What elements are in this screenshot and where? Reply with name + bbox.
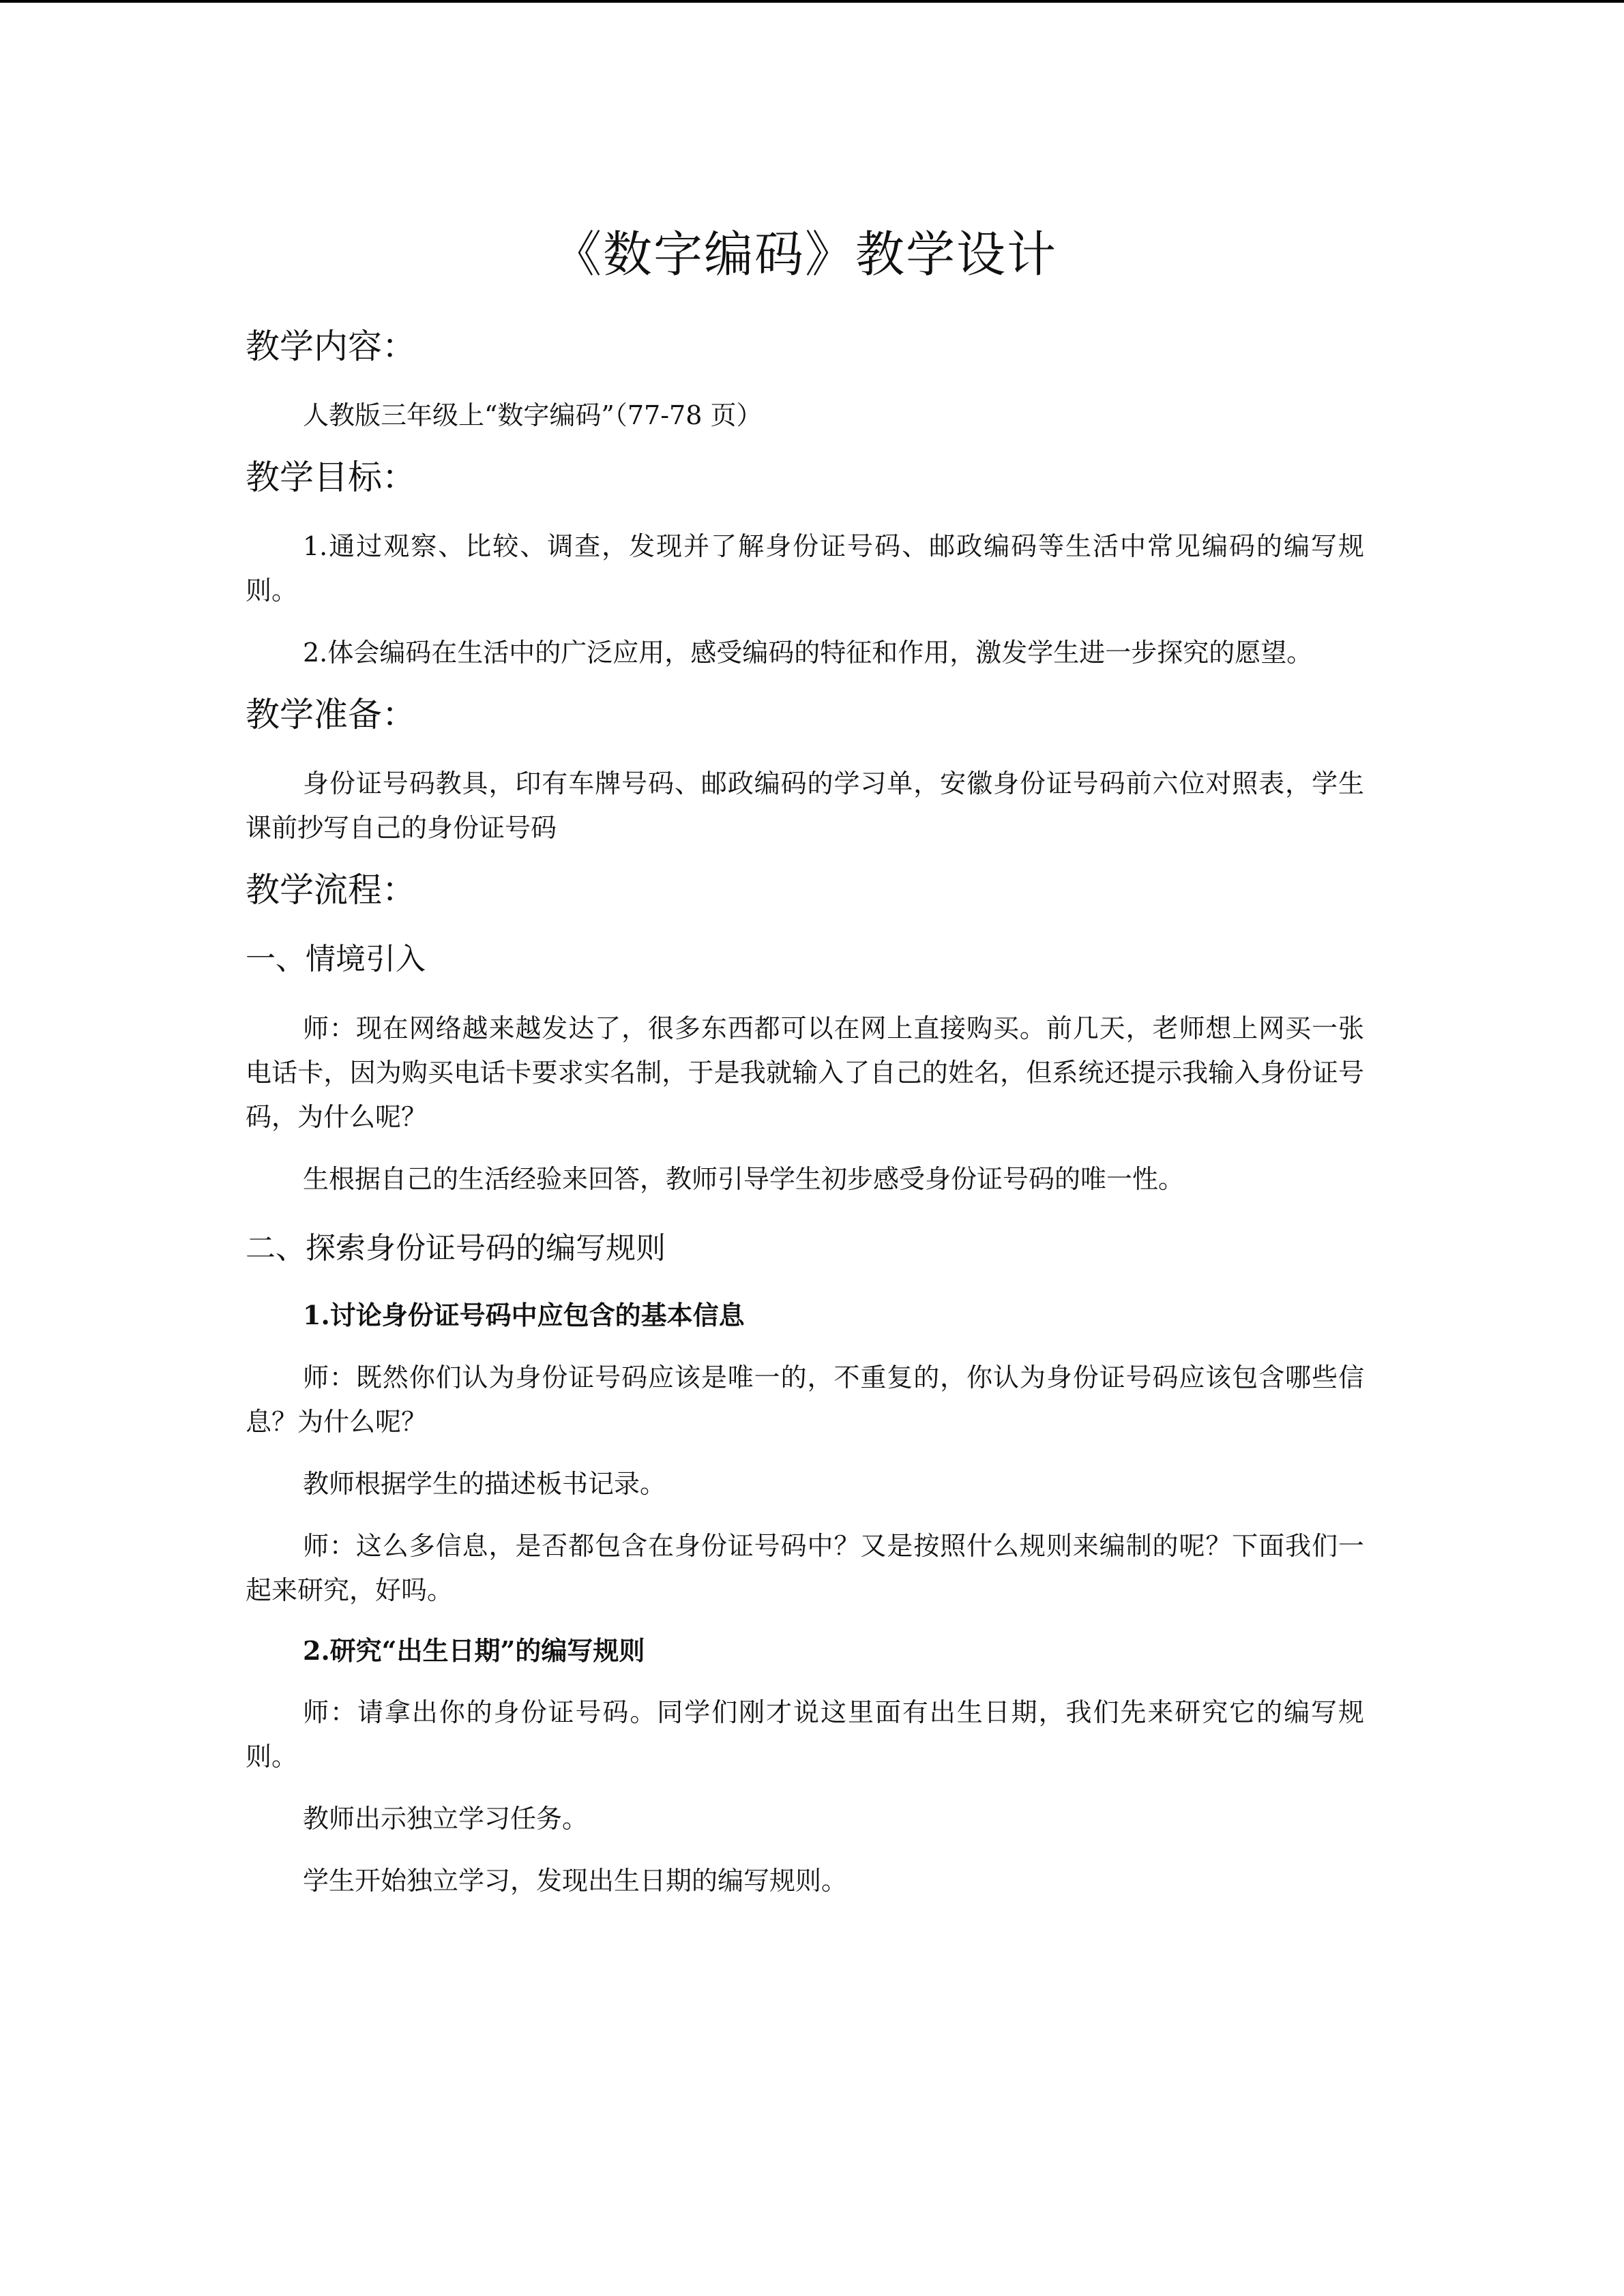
top-border-line (0, 0, 1624, 3)
part-scenario-intro (246, 940, 1364, 1201)
section-heading: 教学目标： (246, 458, 416, 498)
item-heading: 2.研究“出生日期”的编写规则 (303, 1635, 645, 1666)
part-heading: 二、探索身份证号码的编写规则 (246, 1230, 666, 1266)
section-teaching-process (246, 868, 1364, 912)
document-page (246, 225, 1364, 1921)
paragraph: 身份证号码教具，印有车牌号码、邮政编码的学习单，安徽身份证号码前六位对照表，学生课前抄写自己的身份证号码 (246, 769, 1364, 844)
section-teaching-preparation (246, 693, 1364, 850)
section-heading: 教学流程： (246, 870, 416, 910)
part-explore-id-rules (246, 1229, 1364, 1904)
paragraph: 生根据自己的生活经验来回答，教师引导学生初步感受身份证号码的唯一性。 (303, 1163, 1185, 1194)
section-teaching-content (246, 325, 1364, 438)
paragraph: 师：请拿出你的身份证号码。同学们刚才说这里面有出生日期，我们先来研究它的编写规则。 (246, 1697, 1364, 1772)
paragraph: 师：这么多信息，是否都包含在身份证号码中？又是按照什么规则来编制的呢？下面我们一起来研究，好吗。 (246, 1530, 1364, 1605)
paragraph: 2.体会编码在生活中的广泛应用，感受编码的特征和作用，激发学生进一步探究的愿望。 (303, 638, 1313, 668)
item-heading: 1.讨论身份证号码中应包含的基本信息 (303, 1299, 745, 1330)
document-title: 《数字编码》教学设计 (552, 226, 1057, 283)
paragraph: 师：既然你们认为身份证号码应该是唯一的，不重复的，你认为身份证号码应该包含哪些信息？为什么呢？ (246, 1362, 1364, 1437)
paragraph: 1.通过观察、比较、调查，发现并了解身份证号码、邮政编码等生活中常见编码的编写规则。 (246, 531, 1364, 606)
paragraph: 教师出示独立学习任务。 (303, 1804, 589, 1834)
section-heading: 教学准备： (246, 695, 416, 735)
paragraph: 学生开始独立学习，发现出生日期的编写规则。 (303, 1866, 848, 1896)
paragraph: 人教版三年级上“数字编码”（77-78 页） (303, 400, 763, 431)
part-heading: 一、情境引入 (246, 942, 426, 977)
paragraph: 教师根据学生的描述板书记录。 (303, 1468, 666, 1499)
paragraph: 师：现在网络越来越发达了，很多东西都可以在网上直接购买。前几天，老师想上网买一张电话卡，因为购买电话卡要求实名制，于是我就输入了自己的姓名，但系统还提示我输入身份证号码，为什么呢？ (246, 1013, 1364, 1132)
section-heading: 教学内容： (246, 327, 416, 367)
section-teaching-goals (246, 456, 1364, 675)
